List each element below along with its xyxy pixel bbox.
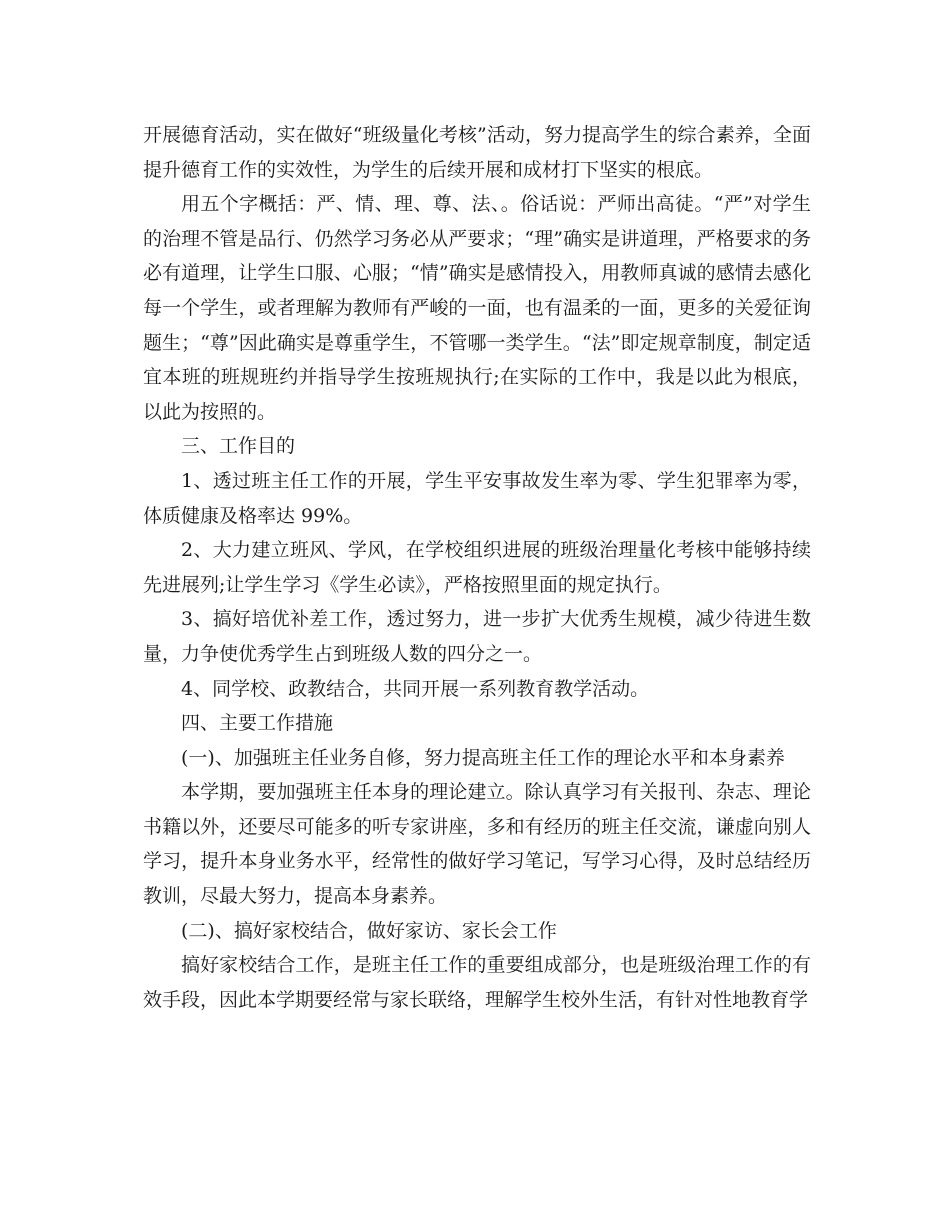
paragraph-home-school: 搞好家校结合工作，是班主任工作的重要组成部分，也是班级治理工作的有效手段，因此本学期要经常与家长联络，理解学生校外生活，有针对性地教育学 (143, 954, 811, 1011)
goal-item-1: 1、透过班主任工作的开展，学生平安事故发生率为零、学生犯罪率为零，体质健康及格率达 99%。 (143, 469, 811, 527)
heading-work-goals: 三、工作目的 (181, 435, 296, 458)
document-body (143, 118, 811, 1017)
subheading-measure-2: (二)、搞好家校结合，做好家访、家长会工作 (181, 919, 557, 942)
goal-item-4: 4、同学校、政教结合，共同开展一系列教育教学活动。 (181, 677, 650, 700)
paragraph-five-words: 用五个字概括：严、情、理、尊、法、。俗话说：严师出高徒。“严”对学生的治理不管是品行、仍然学习务必从严要求；“理”确实是讲道理，严格要求的务必有道理，让学生口服、心服；“情”确实是感情投入，用教师真诚的感情去感化每一个学生，或者理解为教师有严峻的一面，也有温柔的一面，更多的关爱征询题生；“尊”因此确实是尊重学生，不管哪一类学生。“法”即定规章制度，制定适宜本班的班规班约并指导学生按班规执行;在实际的工作中，我是以此为根底，以此为按照的。 (143, 193, 811, 423)
paragraph-moral-education: 开展德育活动，实在做好“班级量化考核”活动，努力提高学生的综合素养，全面提升德育工作的实效性，为学生的后续开展和成材打下坚实的根底。 (143, 124, 811, 181)
goal-item-3: 3、搞好培优补差工作，透过努力，进一步扩大优秀生规模，减少待进生数量，力争使优秀学生占到班级人数的四分之一。 (143, 608, 811, 665)
goal-item-2: 2、大力建立班风、学风，在学校组织进展的班级治理量化考核中能够持续先进展列;让学生学习《学生必读》，严格按照里面的规定执行。 (143, 539, 811, 596)
subheading-measure-1: (一)、加强班主任业务自修，努力提高班主任工作的理论水平和本身素养 (181, 746, 785, 769)
paragraph-self-study: 本学期，要加强班主任本身的理论建立。除认真学习有关报刊、杂志、理论书籍以外，还要尽可能多的听专家讲座，多和有经历的班主任交流，谦虚向别人学习，提升本身业务水平，经常性的做好学习笔记，写学习心得，及时总结经历教训，尽最大努力，提高本身素养。 (143, 781, 811, 908)
heading-main-measures: 四、主要工作措施 (181, 712, 334, 735)
